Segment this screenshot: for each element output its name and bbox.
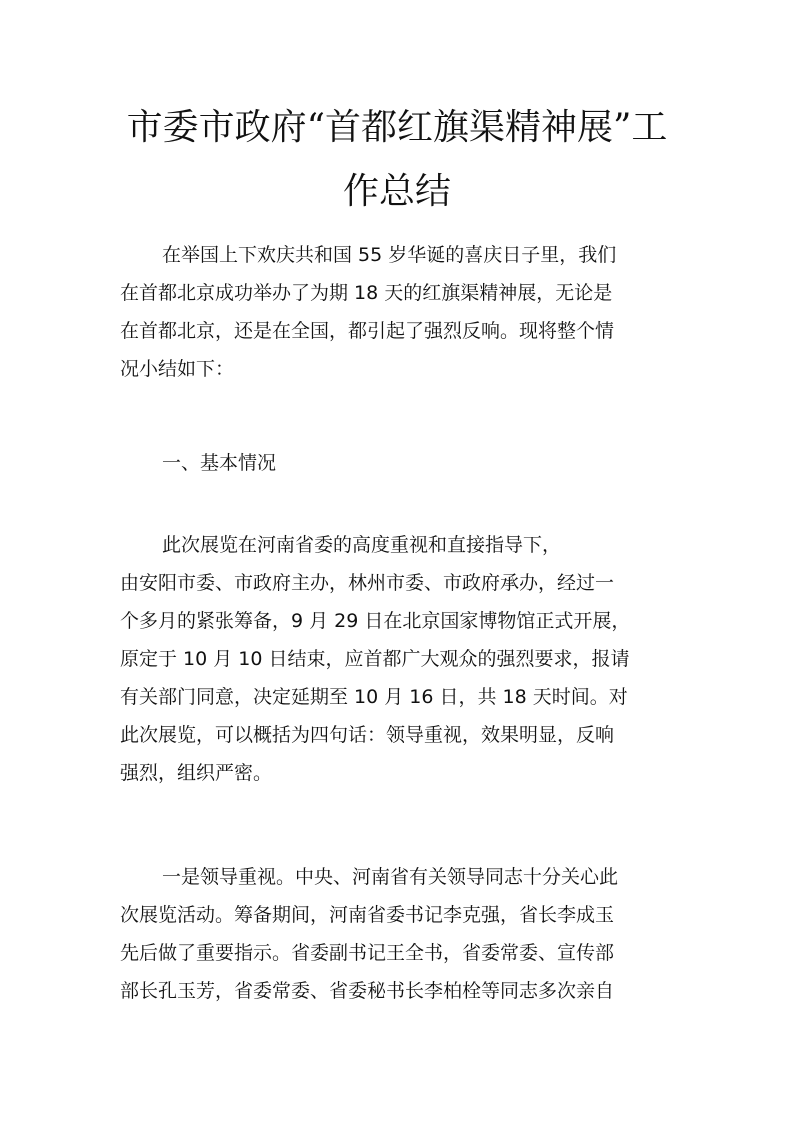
- paragraph-line: 况小结如下：: [120, 358, 235, 380]
- intro-paragraph: [120, 236, 720, 388]
- document-title-line-1: 市委市政府“首都红旗渠精神展”工: [126, 107, 668, 148]
- paragraph-line: 原定于 10 月 10 日结束，应首都广大观众的强烈要求，报请: [120, 648, 630, 670]
- paragraph-line: 在举国上下欢庆共和国 55 岁华诞的喜庆日子里，我们: [162, 244, 617, 266]
- paragraph-line: 一是领导重视。中央、河南省有关领导同志十分关心此: [162, 866, 619, 888]
- paragraph-line: 此次展览在河南省委的高度重视和直接指导下，: [162, 534, 562, 556]
- paragraph-line: 个多月的紧张筹备，9 月 29 日在北京国家博物馆正式开展，: [120, 610, 631, 632]
- section-heading-text: 一、基本情况: [162, 452, 277, 474]
- paragraph-line: 先后做了重要指示。省委副书记王全书，省委常委、宣传部: [120, 942, 615, 964]
- paragraph-line: 强烈，组织严密。: [120, 762, 273, 784]
- document-title-line-2: 作总结: [342, 171, 451, 212]
- paragraph-line: 由安阳市委、市政府主办，林州市委、市政府承办，经过一: [120, 572, 615, 594]
- paragraph-line: 在首都北京成功举办了为期 18 天的红旗渠精神展，无论是: [120, 282, 613, 304]
- paragraph-line: 此次展览，可以概括为四句话：领导重视，效果明显，反响: [120, 724, 615, 746]
- paragraph-line: 部长孔玉芳，省委常委、省委秘书长李柏栓等同志多次亲自: [120, 980, 615, 1002]
- section-heading: [120, 444, 720, 482]
- leadership-paragraph: [120, 858, 720, 1010]
- paragraph-line: 在首都北京，还是在全国，都引起了强烈反响。现将整个情: [120, 320, 615, 342]
- basic-situation-paragraph: [120, 526, 720, 792]
- paragraph-line: 有关部门同意，决定延期至 10 月 16 日，共 18 天时间。对: [120, 686, 628, 708]
- paragraph-line: 次展览活动。筹备期间，河南省委书记李克强，省长李成玉: [120, 904, 615, 926]
